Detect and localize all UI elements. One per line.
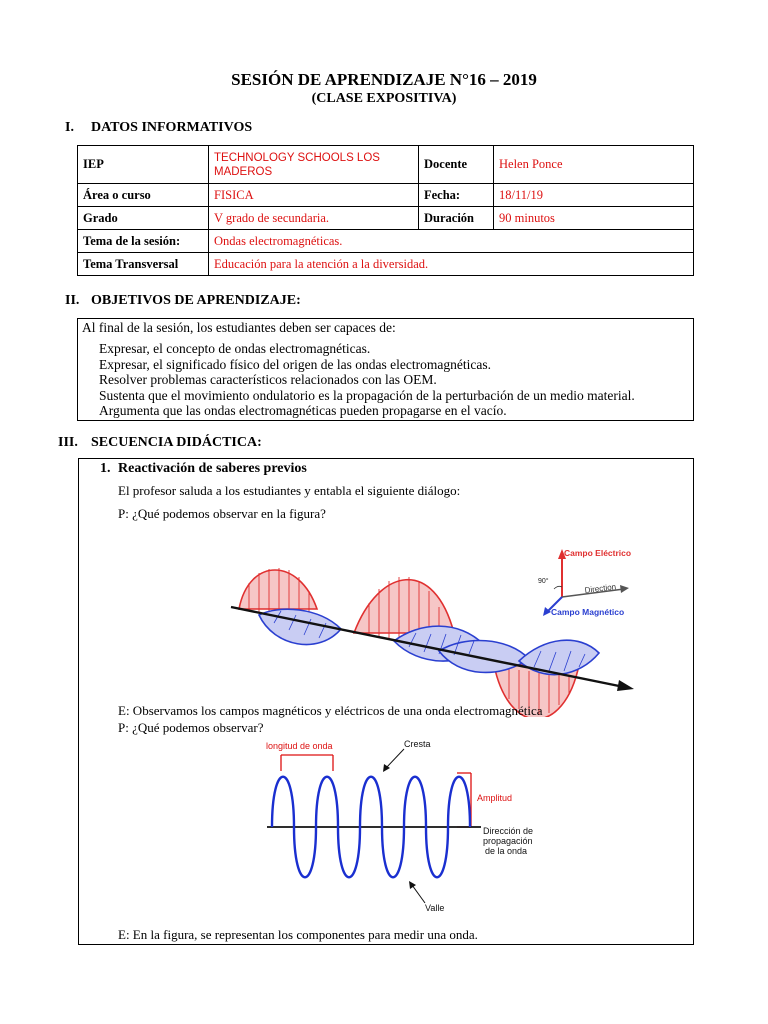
sequence-box — [78, 458, 694, 945]
transversal-value: Educación para la atención a la diversidad. — [209, 253, 694, 276]
angle-label: 90° — [538, 578, 549, 585]
objectives-box — [77, 318, 694, 421]
fecha-value: 18/11/19 — [494, 184, 694, 207]
propagation-label-line3: de la onda — [485, 846, 528, 856]
section-3-title: SECUENCIA DIDÁCTICA: — [91, 435, 262, 450]
grado-label: Grado — [78, 207, 209, 230]
objective-item: Argumenta que las ondas electromagnéticas pueden propagarse en el vacío. — [99, 403, 507, 418]
page-title: SESIÓN DE APRENDIZAJE N°16 – 2019 — [231, 70, 537, 89]
section-2-number: II. — [65, 293, 80, 308]
crest-label: Cresta — [404, 739, 431, 749]
area-value: FISICA — [209, 184, 419, 207]
info-table — [77, 145, 694, 276]
step-1-title: Reactivación de saberes previos — [118, 461, 307, 476]
duracion-value: 90 minutos — [494, 207, 694, 230]
docente-label: Docente — [419, 146, 494, 184]
trough-label: Valle — [425, 903, 445, 913]
section-2-title: OBJETIVOS DE APRENDIZAJE: — [91, 293, 301, 308]
wavelength-bracket — [281, 755, 333, 771]
axis-arrowhead — [617, 680, 634, 691]
docente-value: Helen Ponce — [494, 146, 694, 184]
objectives-list — [99, 341, 635, 419]
em-wave-figure — [229, 537, 669, 717]
tema-value: Ondas electromagnéticas. — [209, 230, 694, 253]
tema-label: Tema de la sesión: — [78, 230, 209, 253]
wavelength-label: longitud de onda — [266, 741, 333, 751]
page-subtitle: (CLASE EXPOSITIVA) — [311, 91, 457, 106]
section-1-number: I. — [65, 120, 74, 135]
crest-pointer — [386, 749, 404, 768]
direction-label: Direction — [584, 582, 617, 595]
fecha-label: Fecha: — [419, 184, 494, 207]
answer-2: E: En la figura, se representan los componentes para medir una onda. — [118, 927, 478, 942]
question-2: P: ¿Qué podemos observar? — [118, 720, 264, 735]
wave-components-figure — [249, 735, 569, 921]
iep-value: TECHNOLOGY SCHOOLS LOS MADEROS — [209, 146, 419, 184]
amplitude-label: Amplitud — [477, 793, 513, 803]
objective-item: Expresar, el concepto de ondas electromagnéticas. — [99, 341, 371, 356]
magnetic-field-label: Campo Magnético — [551, 607, 625, 617]
question-1: P: ¿Qué podemos observar en la figura? — [118, 506, 326, 521]
duracion-label: Duración — [419, 207, 494, 230]
propagation-label-line2: propagación — [483, 836, 533, 846]
objective-item: Resolver problemas característicos relacionados con las OEM. — [99, 372, 437, 387]
transversal-label: Tema Transversal — [78, 253, 209, 276]
objective-item: Sustenta que el movimiento ondulatorio es la propagación de la perturbación de un medio material. — [99, 387, 635, 403]
axes-inset — [543, 548, 632, 616]
step-1-number: 1. — [100, 461, 111, 476]
objectives-intro: Al final de la sesión, los estudiantes deben ser capaces de: — [82, 320, 396, 335]
teacher-intro-text: El profesor saluda a los estudiantes y entabla el siguiente diálogo: — [118, 483, 461, 498]
grado-value: V grado de secundaria. — [209, 207, 419, 230]
answer-1: E: Observamos los campos magnéticos y eléctricos de una onda electromagnética — [118, 703, 543, 718]
trough-pointer — [412, 885, 425, 903]
objective-item: Expresar, el significado físico del origen de las ondas electromagnéticas. — [99, 356, 491, 372]
area-label: Área o curso — [78, 184, 209, 207]
section-3-number: III. — [58, 435, 78, 450]
iep-label: IEP — [78, 146, 209, 184]
section-1-title: DATOS INFORMATIVOS — [91, 120, 253, 135]
propagation-label-line1: Dirección de — [483, 826, 534, 836]
electric-field-label: Campo Eléctrico — [564, 548, 632, 558]
